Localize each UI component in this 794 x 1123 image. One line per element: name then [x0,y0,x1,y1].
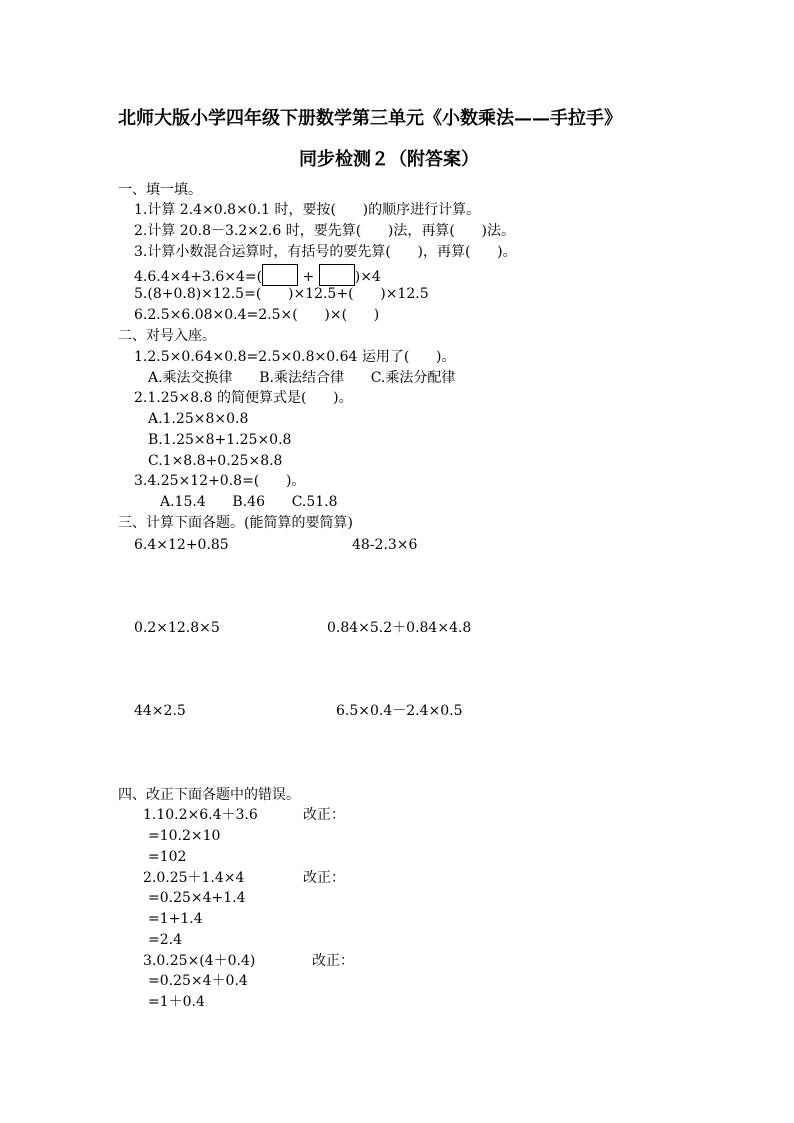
s2-question-3: 3.4.25×12+0.8=( )。 [134,473,306,489]
answer-box-2 [319,264,355,286]
section1-heading: 一、填一填。 [118,182,202,198]
s3-problem-6: 6.5×0.4－2.4×0.5 [336,703,463,719]
s4-q1-line-2: =10.2×10 [148,828,221,844]
s2-question-2: 2.1.25×8.8 的简便算式是( )。 [134,390,353,406]
s4-q2-correction-label: 改正： [303,870,345,886]
s4-q3-correction-label: 改正： [312,953,354,969]
s4-q2-line-3: =1+1.4 [148,911,203,927]
s3-problem-1: 6.4×12+0.85 [134,537,229,553]
section2-heading: 二、对号入座。 [118,328,216,344]
s4-q3-line-3: =1＋0.4 [148,994,205,1010]
s1-question-4 [134,264,381,286]
s1-question-5: 5.(8+0.8)×12.5=( )×12.5+( )×12.5 [134,286,429,302]
s4-q1-correction-label: 改正： [303,807,345,823]
s3-problem-5: 44×2.5 [134,703,186,719]
s1-question-3: 3.计算小数混合运算时，有括号的要先算( )，再算( )。 [134,244,517,260]
section4-heading: 四、改正下面各题中的错误。 [118,787,300,803]
s3-problem-2: 48-2.3×6 [352,537,418,553]
s1-question-2: 2.计算 20.8－3.2×2.6 时，要先算( )法，再算( )法。 [134,223,515,239]
s4-q3-line-1: 3.0.25×(4＋0.4) [143,953,256,969]
s4-q1-line-1: 1.10.2×6.4＋3.6 [143,807,258,823]
s2-q2-option-a: A.1.25×8×0.8 [148,411,249,427]
s4-q1-line-3: =102 [148,849,187,865]
s3-problem-4: 0.84×5.2＋0.84×4.8 [327,620,472,636]
title-line-2: 同步检测２（附答案） [299,149,479,170]
s1-question-6: 6.2.5×6.08×0.4=2.5×( )×( ) [134,307,380,323]
s1-q4-plus: + [298,269,319,285]
s1-q4-start: 4.6.4×4+3.6×4=( [134,269,263,285]
s2-q1-options: A.乘法交换律 B.乘法结合律 C.乘法分配律 [148,370,456,386]
s2-q2-option-c: C.1×8.8+0.25×8.8 [148,453,283,469]
s4-q2-line-1: 2.0.25＋1.4×4 [143,870,245,886]
s4-q2-line-4: =2.4 [148,932,182,948]
s2-q3-options: A.15.4 B.46 C.51.8 [160,494,338,510]
s4-q2-line-2: =0.25×4+1.4 [148,890,246,906]
s2-q2-option-b: B.1.25×8+1.25×0.8 [148,432,292,448]
s1-question-1: 1.计算 2.4×0.8×0.1 时，要按( )的顺序进行计算。 [134,202,481,218]
s3-problem-3: 0.2×12.8×5 [134,620,220,636]
answer-box-1 [262,264,298,286]
title-line-1: 北师大版小学四年级下册数学第三单元《小数乘法——手拉手》 [118,108,622,129]
section3-heading: 三、计算下面各题。(能简算的要简算) [118,515,353,531]
s4-q3-line-2: =0.25×4＋0.4 [148,973,248,989]
s1-q4-end: )×4 [354,269,381,285]
s2-question-1: 1.2.5×0.64×0.8=2.5×0.8×0.64 运用了( )。 [134,349,456,365]
